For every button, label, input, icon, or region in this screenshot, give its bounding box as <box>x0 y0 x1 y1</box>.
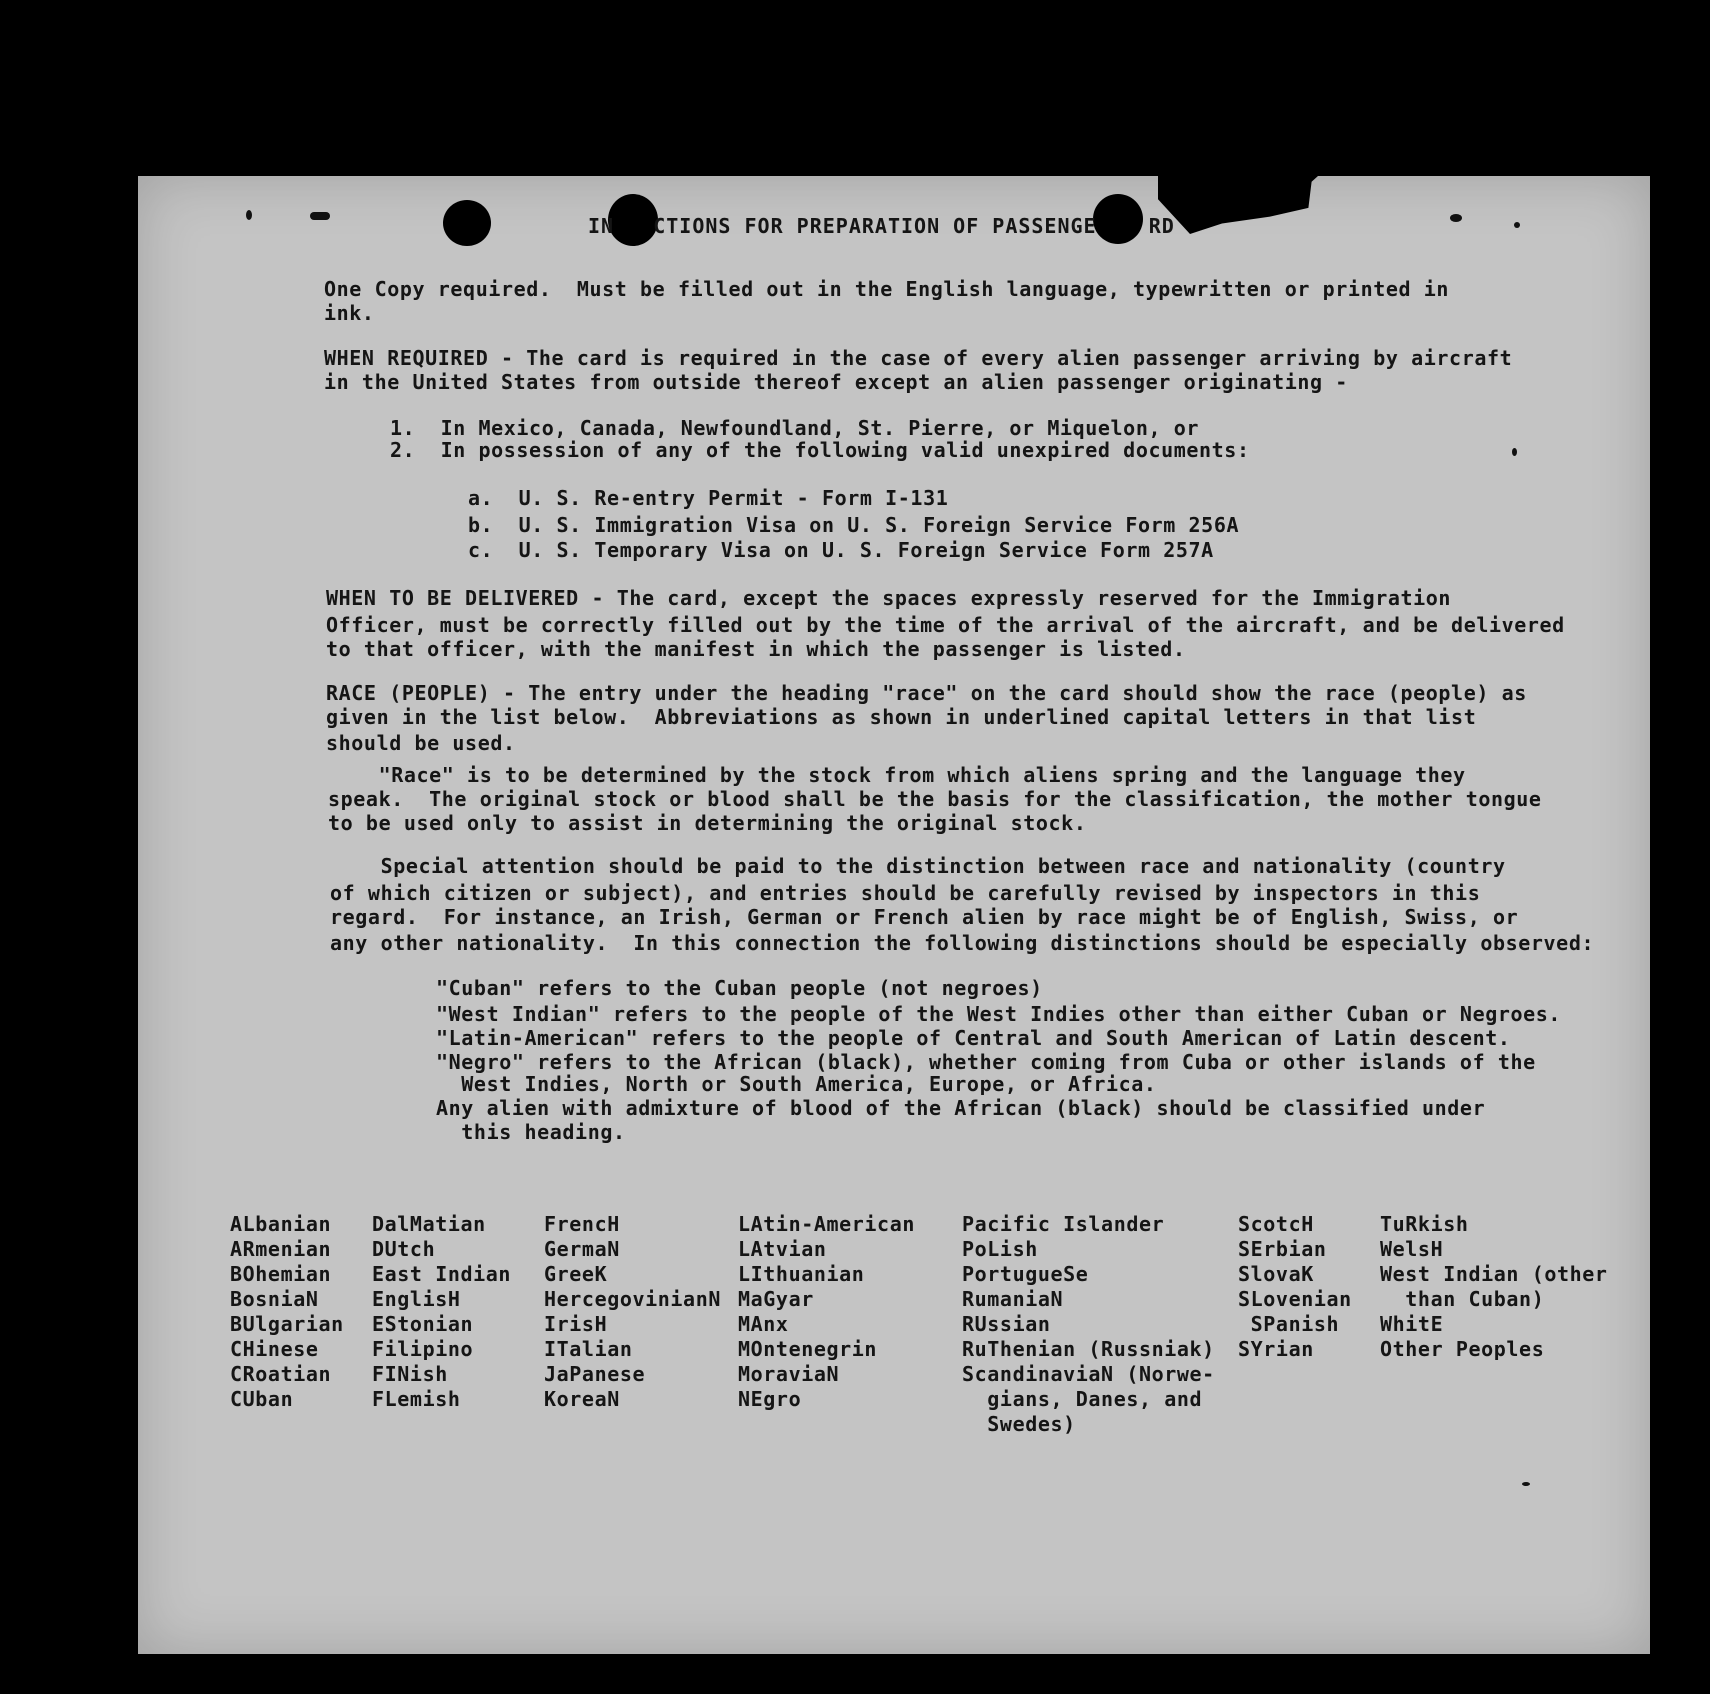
race-list-item: GreeK <box>544 1262 608 1286</box>
race-list-item: LIthuanian <box>738 1262 865 1286</box>
race-list-item: KoreaN <box>544 1387 620 1411</box>
list-item: 1. In Mexico, Canada, Newfoundland, St. Pierre, or Miquelon, or <box>390 416 1200 440</box>
sub-list-item: c. U. S. Temporary Visa on U. S. Foreign Service Form 257A <box>468 538 1214 562</box>
race-list-item: CRoatian <box>230 1362 332 1386</box>
intro-line: ink. <box>324 301 375 325</box>
torn-edge <box>1158 176 1318 234</box>
sub-list-item: a. U. S. Re-entry Permit - Form I-131 <box>468 486 949 510</box>
race-list-item: FLemish <box>372 1387 461 1411</box>
race-paragraph-line: regard. For instance, an Irish, German or French alien by race might be of English, Swiss, or <box>330 905 1519 929</box>
race-list-item: West Indian (other <box>1380 1262 1608 1286</box>
race-list-item: WelsH <box>1380 1237 1444 1261</box>
race-list-item: CUban <box>230 1387 294 1411</box>
race-list-item: WhitE <box>1380 1312 1444 1336</box>
race-paragraph-line: "Race" is to be determined by the stock from which aliens spring and the language they <box>328 763 1466 787</box>
race-list-item: RumaniaN <box>962 1287 1064 1311</box>
ink-speck <box>1512 448 1517 456</box>
race-paragraph-line: any other nationality. In this connection the following distinctions should be especially observed: <box>330 931 1595 955</box>
race-list-item: MaGyar <box>738 1287 814 1311</box>
race-list-item: LAtvian <box>738 1237 827 1261</box>
race-list-item: CHinese <box>230 1337 319 1361</box>
intro-line: One Copy required. Must be filled out in the English language, typewritten or printed in <box>324 277 1450 301</box>
when-delivered-line: to that officer, with the manifest in which the passenger is listed. <box>326 637 1186 661</box>
race-list-item: FrencH <box>544 1212 620 1236</box>
document-page <box>138 176 1650 1654</box>
ink-speck <box>246 210 252 220</box>
race-list-column-2 <box>372 1212 511 1412</box>
distinction-line: "Cuban" refers to the Cuban people (not negroes) <box>436 976 1043 1000</box>
race-list-item: Filipino <box>372 1337 474 1361</box>
distinction-line: "West Indian" refers to the people of the West Indies other than either Cuban or Negroes. <box>436 1002 1562 1026</box>
race-list-item: Other Peoples <box>1380 1337 1545 1361</box>
race-list-column-6 <box>1238 1212 1352 1362</box>
distinction-line: Any alien with admixture of blood of the African (black) should be classified under <box>436 1096 1486 1120</box>
ink-speck <box>1514 222 1520 228</box>
race-list-item: than Cuban) <box>1380 1287 1545 1311</box>
race-list-item: RUssian <box>962 1312 1051 1336</box>
race-paragraph-line: speak. The original stock or blood shall be the basis for the classification, the mother tongue <box>328 787 1542 811</box>
race-list-item: DUtch <box>372 1237 436 1261</box>
ink-speck <box>310 212 330 220</box>
distinction-line: this heading. <box>436 1120 626 1144</box>
race-list-item: East Indian <box>372 1262 512 1286</box>
race-paragraph-line: given in the list below. Abbreviations as shown in underlined capital letters in that list <box>326 705 1477 729</box>
race-list-item: SPanish <box>1238 1312 1340 1336</box>
race-paragraph-line: Special attention should be paid to the distinction between race and nationality (country <box>330 854 1506 878</box>
race-list-item: HercegovinianN <box>544 1287 721 1311</box>
race-list-item: SLovenian <box>1238 1287 1352 1311</box>
race-list-column-1 <box>230 1212 344 1412</box>
race-list-item: EnglisH <box>372 1287 461 1311</box>
race-list-item: MAnx <box>738 1312 789 1336</box>
race-list-column-7 <box>1380 1212 1608 1362</box>
when-delivered-line: Officer, must be correctly filled out by the time of the arrival of the aircraft, and be delivered <box>326 613 1565 637</box>
race-list-item: TuRkish <box>1380 1212 1469 1236</box>
race-list-item: IrisH <box>544 1312 608 1336</box>
race-list-item: ScotcH <box>1238 1212 1314 1236</box>
race-list-item: LAtin-American <box>738 1212 915 1236</box>
distinction-line: "Negro" refers to the African (black), whether coming from Cuba or other islands of the <box>436 1050 1536 1074</box>
race-list-item: BosniaN <box>230 1287 319 1311</box>
race-list-item: GermaN <box>544 1237 620 1261</box>
race-list-item: ITalian <box>544 1337 633 1361</box>
race-list-item: Pacific Islander <box>962 1212 1165 1236</box>
ink-speck <box>1522 1482 1530 1486</box>
race-list-item: RuThenian (Russniak) <box>962 1337 1215 1361</box>
race-list-item: MOntenegrin <box>738 1337 878 1361</box>
distinction-line: West Indies, North or South America, Europe, or Africa. <box>436 1072 1157 1096</box>
when-required-line: in the United States from outside thereof except an alien passenger originating - <box>324 370 1348 394</box>
race-list-item: JaPanese <box>544 1362 646 1386</box>
race-list-item: FINish <box>372 1362 448 1386</box>
when-required-line: WHEN REQUIRED - The card is required in the case of every alien passenger arriving by aircraft <box>324 346 1513 370</box>
race-list-item: Swedes) <box>962 1412 1076 1436</box>
race-paragraph-line: to be used only to assist in determining the original stock. <box>328 811 1087 835</box>
page-title: IN CTIONS FOR PREPARATION OF PASSENGE RD <box>588 214 1175 238</box>
race-list-item: ALbanian <box>230 1212 332 1236</box>
race-list-item: SErbian <box>1238 1237 1327 1261</box>
ink-speck <box>1450 214 1462 222</box>
distinction-line: "Latin-American" refers to the people of Central and South American of Latin descent. <box>436 1026 1511 1050</box>
punch-hole-left <box>443 200 491 246</box>
race-list-item: ARmenian <box>230 1237 332 1261</box>
race-paragraph-line: of which citizen or subject), and entries should be carefully revised by inspectors in this <box>330 881 1481 905</box>
when-delivered-line: WHEN TO BE DELIVERED - The card, except the spaces expressly reserved for the Immigration <box>326 586 1452 610</box>
race-list-column-4 <box>738 1212 915 1412</box>
race-list-item: EStonian <box>372 1312 474 1336</box>
race-paragraph-line: should be used. <box>326 731 516 755</box>
race-list-item: ScandinaviaN (Norwe- <box>962 1362 1215 1386</box>
race-list-item: NEgro <box>738 1387 802 1411</box>
race-list-item: SlovaK <box>1238 1262 1314 1286</box>
sub-list-item: b. U. S. Immigration Visa on U. S. Foreign Service Form 256A <box>468 513 1240 537</box>
race-list-item: DalMatian <box>372 1212 486 1236</box>
race-list-item: MoraviaN <box>738 1362 840 1386</box>
race-list-item: BOhemian <box>230 1262 332 1286</box>
list-item: 2. In possession of any of the following valid unexpired documents: <box>390 438 1250 462</box>
race-list-item: gians, Danes, and <box>962 1387 1203 1411</box>
race-list-item: BUlgarian <box>230 1312 344 1336</box>
race-paragraph-line: RACE (PEOPLE) - The entry under the heading "race" on the card should show the race (people) as <box>326 681 1527 705</box>
race-list-item: PortugueSe <box>962 1262 1089 1286</box>
race-list-column-5 <box>962 1212 1215 1437</box>
race-list-item: SYrian <box>1238 1337 1314 1361</box>
race-list-column-3 <box>544 1212 721 1412</box>
race-list-item: PoLish <box>962 1237 1038 1261</box>
